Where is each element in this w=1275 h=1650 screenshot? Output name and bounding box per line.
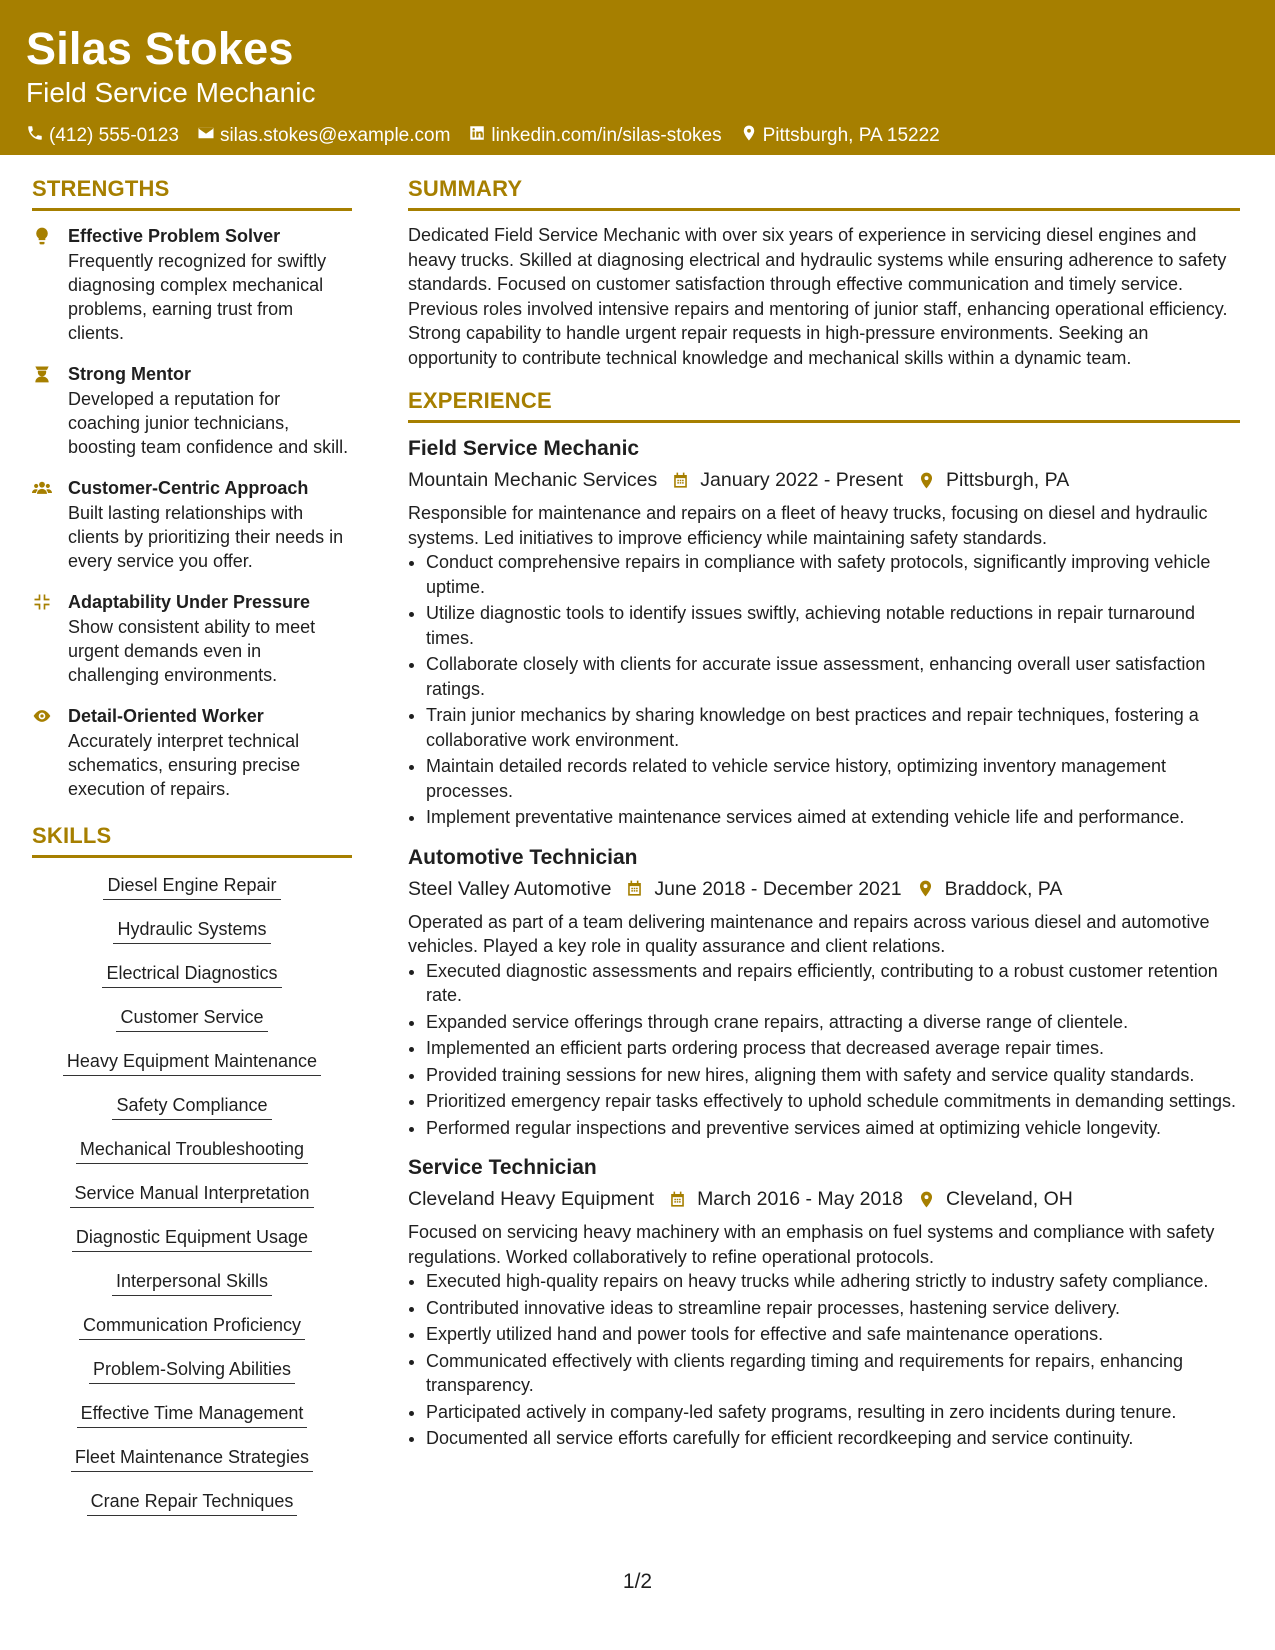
job-location: Pittsburgh, PA — [946, 469, 1070, 491]
bullet-item: • Conduct comprehensive repairs in compliance with safety protocols, significantly improving vehicle uptime. — [426, 550, 1240, 599]
map-pin-icon — [902, 879, 945, 898]
strength-desc: Developed a reputation for coaching junior technicians, boosting team confidence and skill. — [68, 389, 349, 457]
contact-bar — [26, 124, 1249, 148]
skill-item: Heavy Equipment Maintenance — [63, 1048, 321, 1076]
compress-icon — [32, 589, 54, 687]
job-dates: June 2018 - December 2021 — [654, 877, 902, 900]
bullet-item: • Provided training sessions for new hires, aligning them with safety and service quality standards. — [426, 1063, 1240, 1088]
strengths-heading: STRENGTHS — [32, 176, 352, 211]
map-pin-icon — [903, 1190, 946, 1209]
contact-location — [740, 124, 940, 148]
right-column — [408, 176, 1240, 1465]
bullet-item: • Prioritized emergency repair tasks effectively to uphold schedule commitments in demanding settings. — [426, 1089, 1240, 1114]
job-bullets — [408, 550, 1240, 830]
bullet-item: • Expanded service offerings through crane repairs, attracting a diverse range of clientele. — [426, 1010, 1240, 1035]
calendar-icon — [611, 879, 654, 898]
strength-desc: Accurately interpret technical schematics, ensuring precise execution of repairs. — [68, 731, 301, 799]
left-column — [32, 176, 352, 1532]
company-name: Cleveland Heavy Equipment — [408, 1188, 655, 1210]
graduate-icon — [32, 361, 54, 459]
skill-item: Service Manual Interpretation — [70, 1180, 313, 1208]
skill-item: Communication Proficiency — [79, 1312, 305, 1340]
job-location: Braddock, PA — [944, 877, 1063, 900]
bullet-item: • Executed high-quality repairs on heavy trucks while adhering strictly to industry safety compliance. — [426, 1269, 1240, 1294]
linkedin-link[interactable]: linkedin.com/in/silas-stokes — [491, 125, 722, 146]
job-description: Focused on servicing heavy machinery with an emphasis on fuel systems and compliance with safety regulations. Worked collaboratively to refine operational protocols. — [408, 1222, 1215, 1267]
bullet-item: • Executed diagnostic assessments and repairs efficiently, contributing to a robust customer retention rate. — [426, 959, 1240, 1008]
strength-title: Customer-Centric Approach — [68, 478, 309, 498]
strengths-list — [32, 223, 352, 801]
skill-item: Problem-Solving Abilities — [89, 1356, 295, 1384]
calendar-icon — [657, 471, 700, 490]
strength-item — [32, 475, 352, 573]
job-location: Cleveland, OH — [946, 1188, 1073, 1210]
strength-desc: Show consistent ability to meet urgent demands even in challenging environments. — [68, 617, 316, 685]
job-description: Operated as part of a team delivering maintenance and repairs across various diesel and automotive vehicles. Played a key role in quality assurance and client relations. — [408, 911, 1210, 956]
bullet-item: • Performed regular inspections and preventive services aimed at optimizing vehicle longevity. — [426, 1116, 1240, 1141]
job-entry — [408, 435, 1240, 830]
bullet-item: • Collaborate closely with clients for accurate issue assessment, enhancing overall user satisfaction ratings. — [426, 652, 1240, 701]
users-icon — [32, 475, 54, 573]
candidate-title: Field Service Mechanic — [26, 77, 316, 108]
resume-header — [0, 0, 1275, 155]
experience-heading: EXPERIENCE — [408, 388, 1240, 423]
job-title: Automotive Technician — [408, 845, 638, 869]
bullet-item: • Train junior mechanics by sharing knowledge on best practices and repair techniques, fostering a collaborative work environment. — [426, 703, 1240, 752]
map-pin-icon — [740, 124, 758, 148]
job-meta — [408, 465, 1240, 495]
job-title: Field Service Mechanic — [408, 437, 640, 460]
job-dates: March 2016 - May 2018 — [697, 1188, 904, 1210]
bullet-item: • Expertly utilized hand and power tools for effective and safe maintenance operations. — [426, 1322, 1240, 1347]
lightbulb-icon — [32, 223, 54, 345]
job-description: Responsible for maintenance and repairs on a fleet of heavy trucks, focusing on diesel and hydraulic systems. Led initiatives to improve efficiency while maintaining safety standards. — [408, 503, 1208, 548]
strength-item — [32, 361, 352, 459]
strength-desc: Built lasting relationships with clients by prioritizing their needs in every service you offer. — [68, 503, 344, 571]
linkedin-icon — [468, 124, 486, 148]
skill-item: Diesel Engine Repair — [103, 872, 280, 900]
company-name: Mountain Mechanic Services — [408, 469, 658, 491]
contact-linkedin[interactable] — [468, 124, 721, 148]
calendar-icon — [654, 1190, 697, 1209]
job-meta — [408, 874, 1240, 904]
job-entry — [408, 1154, 1240, 1451]
contact-email[interactable] — [197, 124, 450, 148]
job-entry — [408, 844, 1240, 1141]
eye-icon — [32, 703, 54, 801]
skills-list — [32, 872, 352, 1532]
bullet-item: • Implement preventative maintenance services aimed at extending vehicle life and performance. — [426, 805, 1240, 830]
skill-item: Effective Time Management — [77, 1400, 308, 1428]
bullet-item: • Implemented an efficient parts ordering process that decreased average repair times. — [426, 1036, 1240, 1061]
summary-text: Dedicated Field Service Mechanic with over six years of experience in servicing diesel engines and heavy trucks. Skilled at diagnosing electrical and hydraulic systems while ensuring adherence to safety standards. Focused on customer satisfaction through effective communication and timely service. Previous roles involved intensive repairs and mentoring of junior staff, enhancing operational efficiency. Strong capability to handle urgent repair requests in high-pressure environments. Seeking an opportunity to contribute technical knowledge and mechanical skills within a dynamic team. — [408, 225, 1228, 368]
bullet-item: • Participated actively in company-led safety programs, resulting in zero incidents during tenure. — [426, 1400, 1240, 1425]
skill-item: Safety Compliance — [112, 1092, 271, 1120]
skills-heading: SKILLS — [32, 823, 352, 858]
strength-item — [32, 223, 352, 345]
map-pin-icon — [903, 471, 946, 490]
summary-heading: SUMMARY — [408, 176, 1240, 211]
skill-item: Fleet Maintenance Strategies — [71, 1444, 313, 1472]
envelope-icon — [197, 124, 215, 148]
strength-item — [32, 589, 352, 687]
skill-item: Diagnostic Equipment Usage — [72, 1224, 312, 1252]
bullet-item: • Communicated effectively with clients regarding timing and requirements for repairs, enhancing transparency. — [426, 1349, 1240, 1398]
phone-text: (412) 555-0123 — [49, 125, 179, 146]
strength-title: Strong Mentor — [68, 364, 191, 384]
skill-item: Crane Repair Techniques — [87, 1488, 298, 1516]
skill-item: Mechanical Troubleshooting — [76, 1136, 308, 1164]
job-bullets — [408, 959, 1240, 1141]
page-number: 1/2 — [622, 1570, 653, 1593]
job-bullets — [408, 1269, 1240, 1451]
strength-title: Effective Problem Solver — [68, 226, 281, 246]
phone-icon — [26, 124, 44, 148]
contact-phone — [26, 124, 179, 148]
skill-item: Electrical Diagnostics — [102, 960, 281, 988]
skill-item: Hydraulic Systems — [113, 916, 270, 944]
bullet-item: • Contributed innovative ideas to streamline repair processes, hastening service delivery. — [426, 1296, 1240, 1321]
strength-item — [32, 703, 352, 801]
strength-desc: Frequently recognized for swiftly diagnosing complex mechanical problems, earning trust from clients. — [68, 251, 327, 343]
candidate-name: Silas Stokes — [26, 23, 294, 74]
bullet-item: • Maintain detailed records related to vehicle service history, optimizing inventory management processes. — [426, 754, 1240, 803]
job-meta — [408, 1184, 1240, 1214]
job-dates: January 2022 - Present — [700, 469, 903, 491]
skill-item: Customer Service — [116, 1004, 267, 1032]
bullet-item: • Documented all service efforts carefully for efficient recordkeeping and service continuity. — [426, 1426, 1240, 1451]
strength-title: Detail-Oriented Worker — [68, 706, 264, 726]
skill-item: Interpersonal Skills — [112, 1268, 272, 1296]
job-title: Service Technician — [408, 1156, 597, 1179]
company-name: Steel Valley Automotive — [408, 877, 612, 900]
bullet-item: • Utilize diagnostic tools to identify issues swiftly, achieving notable reductions in repair turnaround times. — [426, 601, 1240, 650]
location-text: Pittsburgh, PA 15222 — [762, 125, 940, 146]
strength-title: Adaptability Under Pressure — [68, 592, 311, 612]
email-link[interactable]: silas.stokes@example.com — [219, 125, 451, 146]
